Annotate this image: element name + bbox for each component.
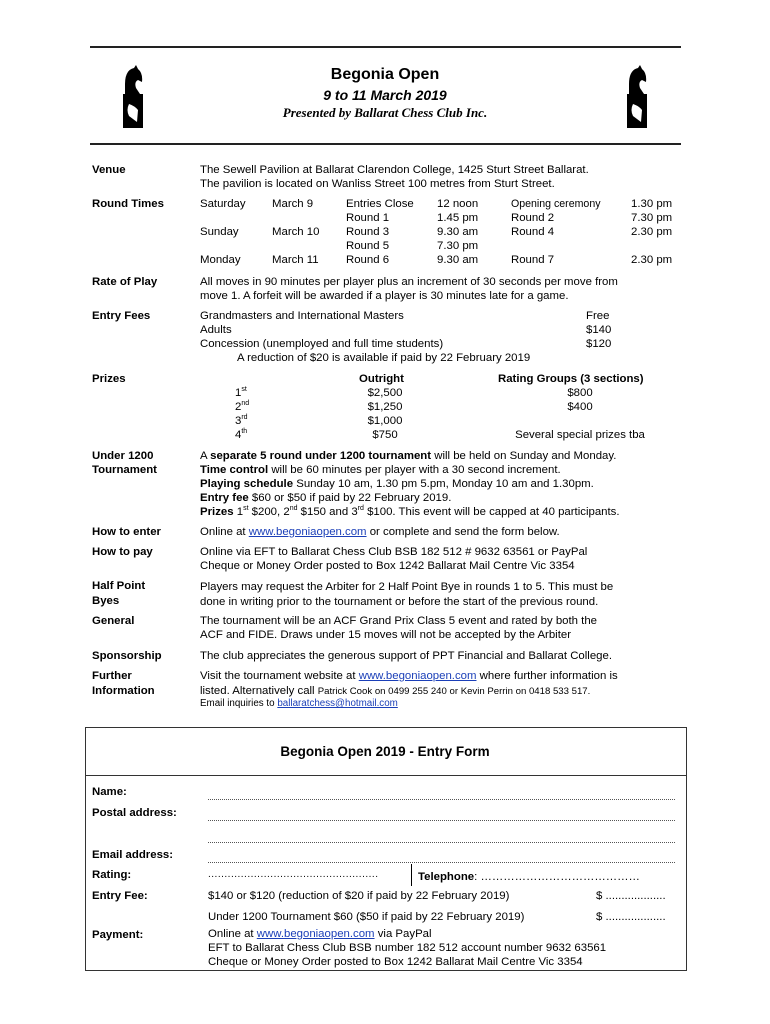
further-info-line-1: Visit the tournament website at www.begoniaopen.com where further information is (200, 670, 618, 682)
further-info-line-2: listed. Alternatively call Patrick Cook on 0499 255 240 or Kevin Perrin on 0418 533 517. (200, 685, 591, 697)
how-to-pay-line-2: Cheque or Money Order posted to Box 1242 Ballarat Mail Centre Vic 3354 (200, 560, 575, 572)
how-to-enter-label: How to enter (92, 526, 161, 538)
under1200-line-4: Entry fee $60 or $50 if paid by 22 February 2019. (200, 492, 452, 504)
prize-outright: $750 (372, 429, 398, 441)
website-link[interactable]: www.begoniaopen.com (248, 526, 367, 538)
entry-fee-amount-1[interactable]: $ ................... (596, 890, 666, 902)
round-times-time-cell: 7.30 pm (437, 240, 479, 252)
sponsorship-text: The club appreciates the generous support of PPT Financial and Ballarat College. (200, 650, 612, 662)
round-times-time2-cell: 2.30 pm (631, 226, 673, 238)
header-bottom-rule (90, 143, 681, 145)
rate-of-play-line-2: move 1. A forfeit will be awarded if a player is 30 minutes late for a game. (200, 290, 569, 302)
round-times-date-cell: March 11 (272, 254, 319, 266)
entry-fee-label: Entry Fee: (92, 890, 148, 902)
email-link[interactable]: ballaratchess@hotmail.com (277, 698, 398, 709)
how-to-pay-label: How to pay (92, 546, 153, 558)
payment-label: Payment: (92, 929, 144, 941)
how-to-pay-line-1: Online via EFT to Ballarat Chess Club BSB 182 512 # 9632 63561 or PayPal (200, 546, 588, 558)
fee-value-gm: Free (586, 310, 610, 322)
round-times-event2-cell: Round 2 (511, 212, 555, 224)
website-link-2[interactable]: www.begoniaopen.com (358, 670, 477, 682)
round-times-time-cell: 1.45 pm (437, 212, 479, 224)
postal-address-label: Postal address: (92, 807, 177, 819)
general-line-1: The tournament will be an ACF Grand Prix Class 5 event and rated by both the (200, 615, 597, 627)
half-point-label-2: Byes (92, 595, 120, 607)
under1200-label-2: Tournament (92, 464, 157, 476)
payment-option-online: Online at www.begoniaopen.com via PayPal (208, 928, 432, 940)
how-to-enter-text: Online at www.begoniaopen.com or complete and send the form below. (200, 526, 560, 538)
round-times-event-cell: Entries Close (346, 198, 414, 210)
postal-address-field-2[interactable] (208, 832, 675, 843)
round-times-time-cell: 12 noon (437, 198, 479, 210)
event-dates: 9 to 11 March 2019 (323, 87, 447, 103)
prizes-rating-header: Rating Groups (3 sections) (498, 373, 644, 385)
name-field[interactable] (208, 789, 675, 800)
prize-place: 1st (235, 386, 247, 399)
prize-outright: $2,500 (367, 387, 403, 399)
prizes-label: Prizes (92, 373, 126, 385)
round-times-time-cell: 9.30 am (437, 254, 479, 266)
name-label: Name: (92, 786, 127, 798)
round-times-time2-cell: 2.30 pm (631, 254, 673, 266)
rate-of-play-label: Rate of Play (92, 276, 158, 288)
further-info-label-2: Information (92, 685, 155, 697)
round-times-day-cell: Sunday (200, 226, 239, 238)
rating-field[interactable]: .................................................... (208, 869, 379, 880)
half-point-line-2: done in writing prior to the tournament or before the start of the previous round. (200, 596, 599, 608)
entry-fee-amount-2[interactable]: $ ................... (596, 911, 666, 923)
half-point-label-1: Half Point (92, 580, 146, 592)
round-times-event2-cell: Round 4 (511, 226, 555, 238)
presenter: Presented by Ballarat Chess Club Inc. (282, 105, 488, 120)
entry-fees-label: Entry Fees (92, 310, 151, 322)
round-times-day-cell: Monday (200, 254, 241, 266)
venue-line-1: The Sewell Pavilion at Ballarat Clarendon College, 1425 Sturt Street Ballarat. (200, 164, 589, 176)
general-line-2: ACF and FIDE. Draws under 15 moves will not be accepted by the Arbiter (200, 629, 572, 641)
prize-outright: $1,250 (367, 401, 403, 413)
further-info-label-1: Further (92, 670, 132, 682)
under1200-line-2: Time control will be 60 minutes per player with a 30 second increment. (200, 464, 561, 476)
further-info-line-3: Email inquiries to ballaratchess@hotmail.com (200, 698, 398, 709)
rating-telephone-divider (411, 864, 412, 886)
prize-outright: $1,000 (367, 415, 403, 427)
round-times-event-cell: Round 5 (346, 240, 390, 252)
payment-option-cheque: Cheque or Money Order posted to Box 1242 Ballarat Mail Centre Vic 3354 (208, 956, 583, 968)
round-times-event-cell: Round 1 (346, 212, 390, 224)
prize-place: 3rd (235, 414, 248, 427)
prize-place: 2nd (235, 400, 250, 413)
round-times-event2-cell: Round 7 (511, 254, 555, 266)
page-title: Begonia Open (330, 66, 440, 83)
fee-value-concession: $120 (586, 338, 612, 350)
round-times-day-cell: Saturday (200, 198, 246, 210)
round-times-time2-cell: 1.30 pm (631, 198, 673, 210)
round-times-date-cell: March 9 (272, 198, 314, 210)
telephone-field[interactable]: Telephone: …………………………………… (418, 871, 640, 883)
under1200-line-1: A separate 5 round under 1200 tournament will be held on Sunday and Monday. (200, 450, 617, 462)
top-rule (90, 46, 681, 48)
fee-reduction-note: A reduction of $20 is available if paid by 22 February 2019 (237, 352, 531, 364)
entry-form-title: Begonia Open 2019 - Entry Form (280, 744, 490, 759)
email-address-field[interactable] (208, 852, 675, 863)
venue-label: Venue (92, 164, 126, 176)
prize-place: 4th (235, 428, 248, 441)
entry-fee-option-2: Under 1200 Tournament $60 ($50 if paid by 22 February 2019) (208, 911, 525, 923)
fee-name-adults: Adults (200, 324, 232, 336)
email-address-label: Email address: (92, 849, 174, 861)
round-times-label: Round Times (92, 198, 164, 210)
round-times-time-cell: 9.30 am (437, 226, 479, 238)
round-times-event-cell: Round 6 (346, 254, 390, 266)
prize-rating-group: $400 (567, 401, 593, 413)
entry-form-divider (85, 775, 686, 776)
half-point-line-1: Players may request the Arbiter for 2 Half Point Bye in rounds 1 to 5. This must be (200, 581, 614, 593)
round-times-date-cell: March 10 (272, 226, 320, 238)
round-times-event2-cell: Opening ceremony (511, 198, 601, 210)
under1200-label-1: Under 1200 (92, 450, 154, 462)
venue-line-2: The pavilion is located on Wanliss Street 100 metres from Sturt Street. (200, 178, 555, 190)
prizes-outright-header: Outright (359, 373, 404, 385)
entry-fee-option-1: $140 or $120 (reduction of $20 if paid by 22 February 2019) (208, 890, 510, 902)
prize-rating-group: Several special prizes tba (515, 429, 645, 441)
round-times-event-cell: Round 3 (346, 226, 390, 238)
under1200-line-5: Prizes 1st $200, 2nd $150 and 3rd $100. This event will be capped at 40 participants. (200, 505, 620, 518)
postal-address-field-1[interactable] (208, 810, 675, 821)
website-link-3[interactable]: www.begoniaopen.com (256, 928, 375, 940)
fee-name-concession: Concession (unemployed and full time students) (200, 338, 444, 350)
rate-of-play-line-1: All moves in 90 minutes per player plus an increment of 30 seconds per move from (200, 276, 618, 288)
fee-value-adults: $140 (586, 324, 612, 336)
sponsorship-label: Sponsorship (92, 650, 162, 662)
rating-label: Rating: (92, 869, 132, 881)
fee-name-gm: Grandmasters and International Masters (200, 310, 404, 322)
under1200-line-3: Playing schedule Sunday 10 am, 1.30 pm 5.pm, Monday 10 am and 1.30pm. (200, 478, 594, 490)
general-label: General (92, 615, 135, 627)
payment-option-eft: EFT to Ballarat Chess Club BSB number 182 512 account number 9632 63561 (208, 942, 607, 954)
prize-rating-group: $800 (567, 387, 593, 399)
round-times-time2-cell: 7.30 pm (631, 212, 673, 224)
